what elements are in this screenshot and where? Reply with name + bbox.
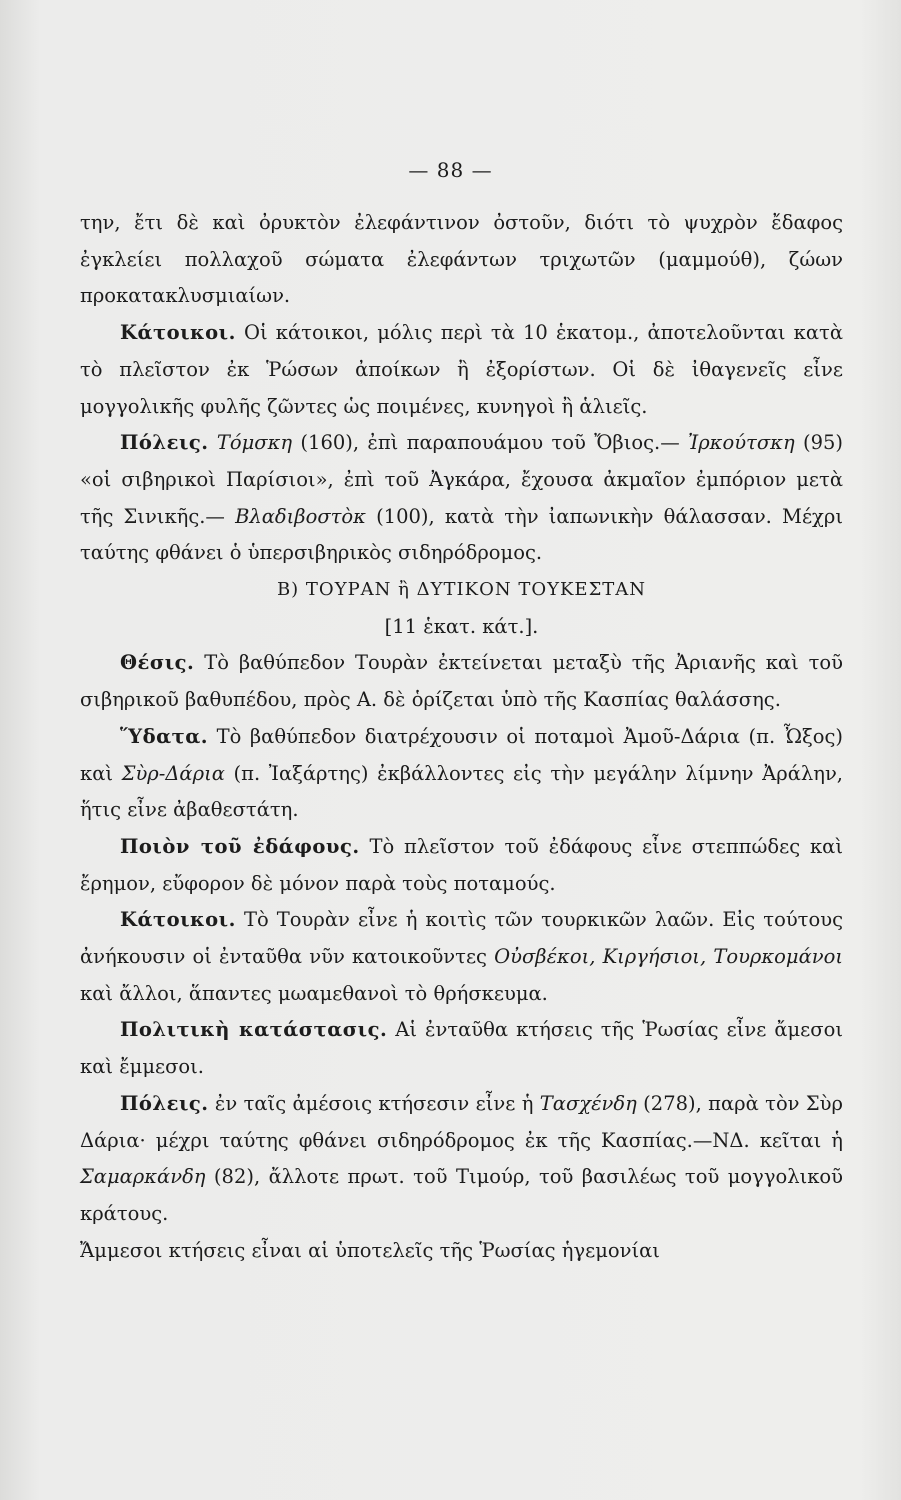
paragraph-text: Αἱ ἐνταῦθα κτήσεις τῆς Ῥωσίας εἶνε ἄμεσοι καὶ ἔμμεσοι. xyxy=(80,1018,843,1079)
paragraph-cities xyxy=(80,425,843,572)
paragraph-text: Οἱ κάτοικοι, μόλις περὶ τὰ 10 ἑκατομ., ἀποτελοῦνται κατὰ τὸ πλεῖστον ἐκ Ῥώσων ἀποίκων ἢ ἐξορίστων. Οἱ δὲ ἰθαγενεῖς εἶνε μογγολικῆς φυλῆς ζῶντες ὡς ποιμένες, κυνηγοὶ ἢ ἁλιεῖς. xyxy=(80,321,843,418)
paragraph-inhabitants-turan xyxy=(80,902,843,1012)
section-lead: Κάτοικοι. xyxy=(120,908,236,932)
section-lead: Ποιὸν τοῦ ἐδάφους. xyxy=(120,834,360,858)
section-lead: Πολιτικὴ κατάστασις. xyxy=(120,1018,388,1042)
paragraph-position xyxy=(80,645,843,718)
city-name: Ἰρκούτσκη xyxy=(688,431,795,455)
page-number: — 88 — xyxy=(408,158,493,182)
section-subtitle: [11 ἑκατ. κάτ.]. xyxy=(384,614,539,638)
paragraph-text: καὶ ἄλλοι, ἅπαντες μωαμεθανοὶ τὸ θρήσκευμα. xyxy=(80,981,548,1005)
paragraph-political xyxy=(80,1012,843,1085)
paragraph-text: (π. Ἰαξάρτης) ἐκβάλλοντες εἰς τὴν μεγάλην λίμνην Ἀράλην, ἥτις εἶνε ἀβαθεστάτη. xyxy=(80,761,843,822)
paragraph-text: (278), παρὰ τὸν Σὺρ Δάρια· μέχρι ταύτης φθάνει σιδηρόδρομος ἐκ τῆς Κασπίας.—ΝΔ. κεῖται ἡ xyxy=(80,1091,844,1152)
city-name: Σαμαρκάνδη xyxy=(80,1165,206,1189)
paragraph-text: Τὸ βαθύπεδον διατρέχουσιν οἱ ποταμοὶ Ἀμοῦ-Δάρια (π. Ὦξος) καὶ xyxy=(80,724,843,785)
paragraph-final: Ἄμμεσοι κτήσεις εἶναι αἱ ὑποτελεῖς τῆς Ῥωσίας ἡγεμονίαι xyxy=(80,1238,660,1262)
paragraph-cities-turan xyxy=(80,1086,843,1233)
paragraph-text: Τὸ πλεῖστον τοῦ ἐδάφους εἶνε στεππώδες καὶ ἔρημον, εὔφορον δὲ μόνον παρὰ τοὺς ποταμούς. xyxy=(80,834,843,895)
body-text xyxy=(80,205,843,1269)
paragraph-inhabitants xyxy=(80,315,843,425)
section-lead: Πόλεις. xyxy=(120,1091,209,1115)
paragraph-text: (100), κατὰ τὴν ἰαπωνικὴν θάλασσαν. Μέχρι ταύτης φθάνει ὁ ὑπερσιβηρικὸς σιδηρόδρομος. xyxy=(80,504,843,565)
paragraph-text: (160), ἐπὶ παραπουάμου τοῦ Ὄβιος.— xyxy=(292,431,689,455)
paragraph-text: Τὸ Τουρὰν εἶνε ἡ κοιτὶς τῶν τουρκικῶν λαῶν. Εἰς τούτους ἀνήκουσιν οἱ ἐνταῦθα νῦν κατοικοῦντες xyxy=(80,908,843,969)
section-lead: Θέσις. xyxy=(120,651,195,675)
section-lead: Κάτοικοι. xyxy=(120,321,236,345)
city-name: Τόμσκη xyxy=(216,431,293,455)
paragraph-text: Τὸ βαθύπεδον Τουρὰν ἐκτείνεται μεταξὺ τῆς Ἀριανῆς καὶ τοῦ σιβηρικοῦ βαθυπέδου, πρὸς Α. δὲ ὁρίζεται ὑπὸ τῆς Κασπίας θαλάσσης. xyxy=(80,651,843,712)
river-name: Σὺρ-Δάρια xyxy=(121,761,225,785)
section-heading: Β) ΤΟΥΡΑΝ ἢ ΔΥΤΙΚΟΝ ΤΟΥΚΕΣΤΑΝ xyxy=(276,579,647,601)
paragraph-continuation: την, ἔτι δὲ καὶ ὀρυκτὸν ἐλεφάντινον ὀστοῦν, διότι τὸ ψυχρὸν ἔδαφος ἐγκλείει πολλαχοῦ σώματα ἐλεφάντων τριχωτῶν (μαμμούθ), ζώων προκατακλυσμιαίων. xyxy=(80,211,843,308)
paragraph-text: ἐν ταῖς ἀμέσοις κτήσεσιν εἶνε ἡ xyxy=(208,1091,540,1115)
paragraph-text: (82), ἄλλοτε πρωτ. τοῦ Τιμούρ, τοῦ βασιλέως τοῦ μογγολικοῦ κράτους. xyxy=(80,1165,843,1225)
section-lead: Ὕδατα. xyxy=(120,724,209,748)
section-lead: Πόλεις. xyxy=(120,431,209,455)
city-name: Τασχένδη xyxy=(539,1091,637,1115)
paragraph-text: (95) «οἱ σιβηρικοὶ Παρίσιοι», ἐπὶ τοῦ Ἀγκάρα, ἔχουσα ἀκμαῖον ἐμπόριον μετὰ τῆς Σινικῆς.— xyxy=(80,431,843,528)
city-name: Βλαδιβοστὸκ xyxy=(235,504,366,528)
paragraph-waters xyxy=(80,719,843,829)
paragraph-soil xyxy=(80,829,843,902)
people-names: Οὐσβέκοι, Κιργήσιοι, Τουρκομάνοι xyxy=(494,945,843,969)
